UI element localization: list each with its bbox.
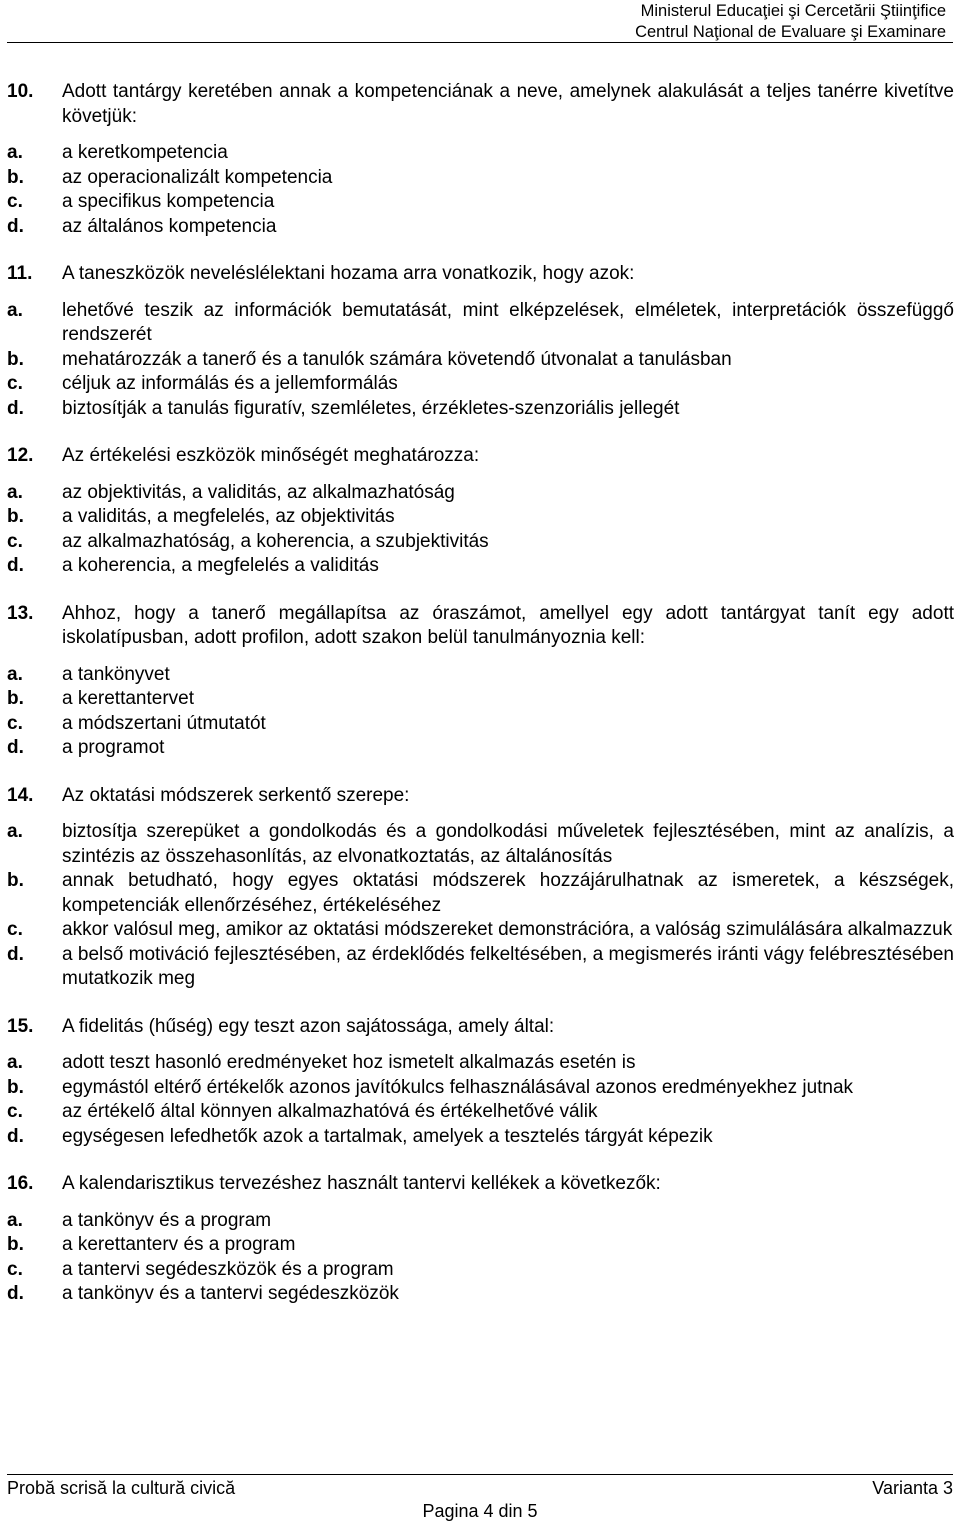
- option-letter: b.: [7, 348, 24, 370]
- answer-option: [7, 397, 954, 422]
- option-letter: a.: [7, 821, 23, 842]
- question-item: [7, 1015, 954, 1150]
- question-item: [7, 602, 954, 761]
- answer-option: [7, 1282, 954, 1307]
- option-letter: a.: [7, 663, 23, 685]
- option-text: az objektivitás, a validitás, az alkalmazhatóság: [62, 481, 455, 503]
- option-text: biztosítják a tanulás figuratív, szemléletes, érzékletes-szenzoriális jellegét: [62, 397, 680, 419]
- question-spacer: [7, 761, 954, 784]
- question-number: 16.: [7, 1173, 34, 1194]
- option-letter: b.: [7, 1076, 24, 1098]
- answer-option: [7, 554, 954, 579]
- option-letter: d.: [7, 1125, 24, 1147]
- answer-options: [7, 1209, 954, 1307]
- question-number: 12.: [7, 445, 34, 466]
- option-text: az operacionalizált kompetencia: [62, 166, 333, 188]
- option-letter: c.: [7, 1258, 23, 1280]
- answer-option: [7, 1125, 954, 1150]
- answer-option: [7, 1209, 954, 1234]
- question-spacer: [7, 579, 954, 602]
- option-letter: c.: [7, 373, 23, 394]
- question-stem: [7, 602, 954, 651]
- question-text: Az értékelési eszközök minőségét meghatározza:: [62, 445, 480, 466]
- footer-divider: [7, 1474, 953, 1475]
- answer-options: [7, 663, 954, 761]
- option-letter: c.: [7, 712, 23, 734]
- question-text: Az oktatási módszerek serkentő szerepe:: [62, 784, 410, 806]
- question-spacer: [7, 1149, 954, 1172]
- question-stem: [7, 262, 954, 287]
- option-text: a belső motiváció fejlesztésében, az érdeklődés felkeltésében, a megismerés iránti vágy felébresztésében mutatkozik meg: [62, 943, 954, 989]
- option-letter: a.: [7, 481, 23, 503]
- footer-variant: Varianta 3: [872, 1478, 953, 1498]
- option-text: a specifikus kompetencia: [62, 191, 275, 212]
- question-number: 11.: [7, 263, 33, 284]
- answer-option: [7, 299, 954, 348]
- question-item: [7, 262, 954, 421]
- option-text: lehetővé teszik az információk bemutatását, mint elképzelések, elméletek, interpretációk összefüggő rendszerét: [62, 299, 954, 345]
- answer-option: [7, 372, 954, 397]
- answer-options: [7, 299, 954, 422]
- answer-options: [7, 141, 954, 239]
- option-text: a keretkompetencia: [62, 142, 228, 163]
- question-item: [7, 1172, 954, 1307]
- option-text: akkor valósul meg, amikor az oktatási módszereket demonstrációra, a valóság szimulálására alkalmazzuk: [62, 919, 953, 940]
- option-letter: b.: [7, 688, 24, 709]
- answer-option: [7, 1076, 954, 1101]
- question-number: 14.: [7, 784, 34, 806]
- option-text: a módszertani útmutatót: [62, 712, 266, 734]
- question-stem: [7, 80, 954, 129]
- option-text: a tantervi segédeszközök és a program: [62, 1258, 394, 1280]
- answer-option: [7, 1100, 954, 1125]
- question-stem: [7, 444, 954, 469]
- answer-option: [7, 215, 954, 240]
- option-text: a kerettantervet: [62, 688, 195, 709]
- option-text: a validitás, a megfelelés, az objektivitás: [62, 506, 395, 527]
- question-item: [7, 80, 954, 239]
- answer-options: [7, 481, 954, 579]
- answer-options: [7, 1051, 954, 1149]
- option-text: az alkalmazhatóság, a koherencia, a szubjektivitás: [62, 530, 489, 552]
- option-letter: b.: [7, 1234, 24, 1255]
- answer-option: [7, 505, 954, 530]
- option-text: a tankönyvet: [62, 663, 170, 685]
- footer-exam-title: Probă scrisă la cultură civică: [7, 1478, 236, 1498]
- answer-option: [7, 481, 954, 506]
- option-text: annak betudható, hogy egyes oktatási módszerek hozzájárulhatnak az ismeretek, a készségek, kompetenciák ellenőrzéséhez, értékeléséhez: [62, 870, 954, 916]
- option-letter: b.: [7, 166, 24, 188]
- answer-option: [7, 943, 954, 992]
- option-letter: d.: [7, 943, 24, 965]
- question-number: 10.: [7, 81, 34, 102]
- option-letter: c.: [7, 919, 23, 940]
- answer-option: [7, 530, 954, 555]
- option-letter: c.: [7, 191, 23, 212]
- question-text: Adott tantárgy keretében annak a kompetenciának a neve, amelynek alakulását a teljes tanérre kivetítve követjük:: [62, 81, 954, 127]
- answer-option: [7, 687, 954, 712]
- option-letter: a.: [7, 1209, 23, 1231]
- option-text: a kerettanterv és a program: [62, 1234, 296, 1255]
- option-letter: a.: [7, 299, 23, 321]
- option-text: adott teszt hasonló eredményeket hoz ismetelt alkalmazás esetén is: [62, 1052, 636, 1073]
- option-text: az értékelő által könnyen alkalmazhatóvá és értékelhetővé válik: [62, 1101, 598, 1122]
- option-letter: b.: [7, 506, 24, 527]
- question-text: A fidelitás (hűség) egy teszt azon sajátossága, amely által:: [62, 1015, 555, 1037]
- option-letter: d.: [7, 737, 24, 758]
- option-text: mehatározzák a tanerő és a tanulók számára követendő útvonalat a tanulásban: [62, 348, 732, 370]
- answer-option: [7, 1258, 954, 1283]
- option-letter: b.: [7, 870, 24, 891]
- question-stem: [7, 784, 954, 809]
- answer-option: [7, 820, 954, 869]
- option-text: az általános kompetencia: [62, 215, 277, 237]
- question-item: [7, 444, 954, 579]
- page-header: [635, 1, 946, 43]
- answer-options: [7, 820, 954, 992]
- question-text: Ahhoz, hogy a tanerő megállapítsa az óraszámot, amellyel egy adott tantárgyat tanít egy adott iskolatípusban, adott profilon, adott szakon belül tanulmányoznia kell:: [62, 602, 954, 648]
- option-text: egymástól eltérő értékelők azonos javítókulcs felhasználásával azonos eredményekhez jutnak: [62, 1076, 854, 1098]
- answer-option: [7, 663, 954, 688]
- option-letter: a.: [7, 1052, 23, 1073]
- header-ministry: Ministerul Educaţiei şi Cercetării Ştiinţifice: [640, 2, 946, 20]
- footer-page-number: Pagina 4 din 5: [422, 1501, 538, 1521]
- questions-list: [7, 80, 954, 1307]
- question-item: [7, 784, 954, 992]
- answer-option: [7, 1233, 954, 1258]
- option-text: céljuk az informálás és a jellemformálás: [62, 373, 398, 394]
- option-letter: d.: [7, 1283, 24, 1304]
- question-spacer: [7, 239, 954, 262]
- answer-option: [7, 348, 954, 373]
- header-center: Centrul Naţional de Evaluare şi Examinare: [635, 23, 946, 41]
- question-spacer: [7, 421, 954, 444]
- option-text: biztosítja szerepüket a gondolkodás és a gondolkodási műveletek fejlesztésében, mint az analízis, a szintézis az összehasonlítás, az elvonatkoztatás, az általánosítás: [62, 821, 954, 867]
- question-stem: [7, 1015, 954, 1040]
- option-text: a tankönyv és a tantervi segédeszközök: [62, 1283, 399, 1304]
- answer-option: [7, 712, 954, 737]
- header-divider: [7, 42, 953, 43]
- answer-option: [7, 166, 954, 191]
- question-stem: [7, 1172, 954, 1197]
- answer-option: [7, 918, 954, 943]
- question-number: 15.: [7, 1015, 34, 1037]
- option-text: a programot: [62, 737, 165, 758]
- answer-option: [7, 869, 954, 918]
- question-text: A taneszközök neveléslélektani hozama arra vonatkozik, hogy azok:: [62, 263, 635, 284]
- answer-option: [7, 1051, 954, 1076]
- option-letter: c.: [7, 1101, 23, 1122]
- option-letter: c.: [7, 530, 23, 552]
- option-text: a tankönyv és a program: [62, 1209, 272, 1231]
- question-text: A kalendarisztikus tervezéshez használt tantervi kellékek a következők:: [62, 1173, 661, 1194]
- option-text: a koherencia, a megfelelés a validitás: [62, 555, 379, 576]
- answer-option: [7, 736, 954, 761]
- option-letter: d.: [7, 397, 24, 419]
- option-text: egységesen lefedhetők azok a tartalmak, amelyek a tesztelés tárgyát képezik: [62, 1125, 713, 1147]
- answer-option: [7, 190, 954, 215]
- option-letter: d.: [7, 555, 24, 576]
- question-number: 13.: [7, 602, 34, 624]
- option-letter: a.: [7, 142, 23, 163]
- option-letter: d.: [7, 215, 24, 237]
- question-spacer: [7, 992, 954, 1015]
- answer-option: [7, 141, 954, 166]
